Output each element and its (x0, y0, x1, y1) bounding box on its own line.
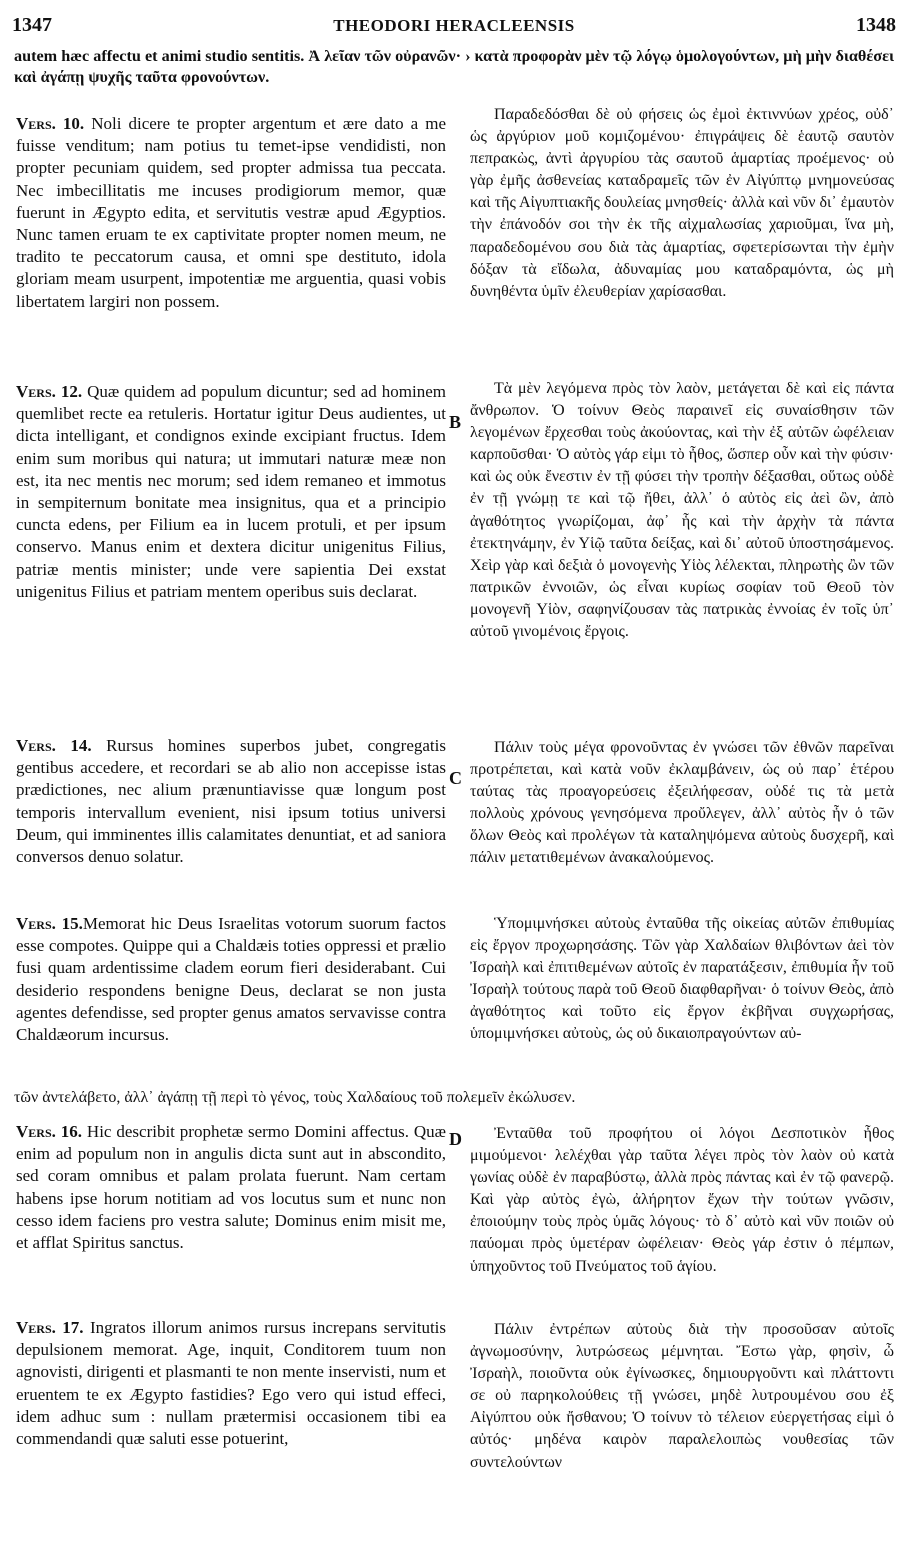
verse-label: Vers. 10. (16, 114, 85, 133)
latin-paragraph-16 (16, 1121, 446, 1254)
greek-text: Πάλιν ἐντρέπων αὐτοὺς διὰ τὴν προσοῦσαν αὐτοῖς ἀγνωμοσύνην, λυτρώσεως μέμνηται. Ἔστω γὰρ, φησὶν, ὦ Ἰσραὴλ, ποιοῦντα οὐκ ἐγίνωσκες, δημιουργοῦντι καὶ πλάττοντι σε οὐ παρηκολούθεις τῇ γνώσει, μηδὲ λυτρουμένου σου ἐξ Αἰγύπτου οὐκ ἤσθανου; Ὁ τοίνυν τὸ τέλειον εὐεργετήσας εἰμὶ ὁ αὐτός· μηδένα καιρὸν παραλελοιπὼς νουθεσίας τῶν συντελούντων (470, 1321, 894, 1471)
greek-paragraph-5 (470, 1123, 894, 1278)
bridge-line (14, 1087, 894, 1108)
page-header (0, 8, 908, 38)
verse-label: Vers. 16. (16, 1122, 83, 1141)
page-number-right: 1348 (856, 14, 896, 36)
greek-text: Τὰ μὲν λεγόμενα πρὸς τὸν λαὸν, μετάγεται δὲ καὶ εἰς πάντα ἄνθρωπον. Ὁ τοίνυν Θεὸς παραινεῖ εἰς συναίσθησιν τῶν λεγομένων ἔρχεσθαι τοὺς ἀκούοντας, καὶ τὴν ἐξ αὐτῶν ὠφέλειαν καρποῦσθαι· Ὁ αὐτὸς γάρ εἰμι τὸ ἦθος, ὥσπερ οὖν καὶ τὴν φύσιν· καὶ ὡς οὐκ ἔνεστιν ἐν τῇ φύσει τὴν τροπὴν δέξασθαι, οὕτως οὐδὲ ἐν τῇ γνώμῃ τε καὶ τῷ ἤθει, ἀλλ᾽ ὁ αὐτὸς εἰς ἀεὶ ὢν, ἀπὸ ἀγαθότητος γνωρίζομαι, ἀφ᾽ ἧς καὶ τὴν ἀρχὴν τὰ πάντα ἐτεκτηνάμην, ἐν Υἱῷ ταῦτα δείξας, καὶ δι᾽ αὐτοῦ ὑποστησάμενος. Χεὶρ γὰρ καὶ δεξιὰ ὁ μονογενὴς Υἱὸς λέλεκται, πληρωτὴς ὢν τῶν πατρικῶν ἐννοιῶν, ὡς εἶναι κυρίως σοφίαν τοῦ Θεοῦ τὸν μονογενῆ Υἱὸν, σαφηνίζουσαν τὰς πατρικὰς ἐννοίας ἐν τοῖς ὑπ᾽ αὐτοῦ γινομένοις ἔργοις. (470, 380, 894, 641)
latin-paragraph-17 (16, 1317, 446, 1450)
latin-paragraph-15 (16, 913, 446, 1046)
latin-paragraph-12 (16, 381, 446, 603)
greek-paragraph-4 (470, 913, 894, 1046)
latin-text: Hic describit prophetæ sermo Domini affectus. Quæ enim ad populum non in angulis dicta sunt aut in abscondito, sed coram omnibus et palam prolata fuerunt. Nam certam habens ipse horum notitiam ad vos locutus sum et nunc non cesso idem faciens pro vestra salute; Dominus enim misit me, et afflat Spiritus sanctus. (16, 1122, 447, 1253)
latin-text: Ingratos illorum animos rursus increpans servitutis depulsionem memorat. Age, inquit, Conditorem tuum non agnovisti, dirigenti et plasmanti te non mente inservisti, num et eruentem te ex Ægypto fastidies? Ego vero qui istud effeci, idem adhuc sum : nullam prætermisi occasionem tibi ea commendandi quæ saluti esse potuerint, (16, 1318, 447, 1449)
greek-text: Ἐνταῦθα τοῦ προφήτου οἱ λόγοι Δεσποτικὸν ἦθος μιμούμενοι· λελέχθαι γὰρ ταῦτα λέγει πρὸς τὸν λαὸν οὐ κατὰ γωνίας οὐδὲ ἐν παραβύστῳ, ἀλλὰ πρὸς πάντας καὶ ἐν τῷ φανερῷ. Καὶ γὰρ αὐτὸς ἐγὼ, ἀλήρητον ἔχων τὴν τούτων γνῶσιν, ἐποιούμην τοὺς πρὸς ὑμᾶς λόγους· τὸ δ᾽ αὐτὸ καὶ νῦν ποιῶν οὐ παύομαι πρὸς ὑμετέραν ὠφέλειαν· Θεὸς γάρ ἐστιν ὁ πέμπων, ὑπηχοῦντος τοῦ Πνεύματος τοῦ ἁγίου. (470, 1125, 894, 1275)
verse-label: Vers. 12. (16, 382, 83, 401)
intro-greek: Ἀ λεῖαν τῶν οὐρανῶν· › κατὰ προφορὰν μὲν τῷ λόγῳ ὁμολογούντων, μὴ μὴν διαθέσει καὶ ἀγάπῃ ψυχῆς ταῦτα φρονούντων. (14, 47, 895, 86)
verse-label: Vers. 17. (16, 1318, 84, 1337)
latin-text: Rursus homines superbos jubet, congregatis gentibus accedere, et recordari se ab alio non accepisse istas prædictiones, nec alium prænuntiavisse quæ longum post temporis intervallum evenient, nisi ipsum totius universi Deum, qui imminentes illis calamitates denuntiat, et ad saniora conversos denuo solatur. (16, 736, 446, 867)
greek-paragraph-3 (470, 737, 894, 870)
bridge-text: τῶν ἀντελάβετο, ἀλλ᾽ ἀγάπῃ τῇ περὶ τὸ γένος, τοὺς Χαλδαίους τοῦ πολεμεῖν ἐκώλυσεν. (14, 1089, 576, 1106)
latin-paragraph-14 (16, 735, 446, 868)
verse-label: Vers. 15. (16, 914, 83, 933)
greek-paragraph-1 (470, 104, 894, 303)
section-marker-b: B (449, 412, 462, 432)
section-marker-c: C (449, 768, 462, 788)
running-title: THEODORI HERACLEENSIS (333, 16, 575, 35)
intro-latin: autem hæc affectu et animi studio sentitis. (14, 47, 305, 65)
latin-text: Memorat hic Deus Israelitas votorum suorum factos esse compotes. Quippe qui a Chaldæis toties oppressi et prælio fusi quam ardentissime cladem eorum fieri desiderabant. Cui desiderio respondens benigne Deus, declarat se non justa agentes defendisse, sed propter genus amatos servavisse contra Chaldæorum incursus. (16, 914, 447, 1045)
greek-paragraph-2 (470, 378, 894, 643)
greek-paragraph-6 (470, 1319, 894, 1474)
latin-text: Noli dicere te propter argentum et ære dato a me fuisse venditum; nam potius tu temet-ipse vendidisti, non propter pecuniam quidem, sed propter admissa tua peccata. Nec imbecillitatis me incuses prodigiorum memor, quæ fuerunt in Ægypto edita, et servitutis vestræ apud Ægyptios. Nunc tamen eruam te ex captivitate propter nomen meum, ne tradito te peccatorum causa, et omni spe destituto, idola gloriam meam usurpent, impotentiæ me arguentia, quasi vobis libertatem largiri non possem. (16, 114, 447, 311)
page-number-left: 1347 (12, 14, 52, 36)
intro-paragraph (14, 46, 894, 88)
section-marker-d: D (449, 1129, 462, 1149)
latin-paragraph-10 (16, 113, 446, 313)
greek-text: Πάλιν τοὺς μέγα φρονοῦντας ἐν γνώσει τῶν ἐθνῶν παρεῖναι προτρέπεται, καὶ κατὰ νοῦν ἐκλαμβάνειν, ὡς οὐ παρ᾽ ἑτέρου ταύτας τὰς προαγορεύσεις ἐξειλήφεσαν, οὐδέ τις τὰ μετὰ πολλοὺς χρόνους γενησόμενα προὔλεγεν, ἀλλ᾽ αὐτὸς ἦν ὁ τῶν ὅλων Θεὸς καὶ προλέγων τὰ καταληψόμενα αὐτοὺς δυσχερῆ, καὶ πάλιν μετατιθεμένων ἀνακαλούμενος. (470, 739, 894, 867)
verse-label: Vers. 14. (16, 736, 92, 755)
latin-text: Quæ quidem ad populum dicuntur; sed ad hominem quemlibet recte ea retuleris. Hortatur igitur Deus audientes, ut dicta intelligant, et condignos exinde excipiant fructus. Idem enim sum moribus qui natura; ut immutari naturæ meæ non est, ita nec mentis nec morum; sed idem remaneo et immotus in sempiternum bonitate mea insignitus, qua et a principio cuncta edens, per Filium ea in lucem protuli, et per ipsum conservo. Manus enim et dextera dicitur unigenitus Filius, patriæ mentis minister; unde vere sapientia Dei exstat unigenitus Filius et patriam mentem operibus suis declarat. (16, 382, 446, 601)
greek-text: Παραδεδόσθαι δὲ οὐ φήσεις ὡς ἐμοὶ ἐκτιννύων χρέος, οὐδ᾽ ὡς ἀργύριον μοῦ κομιζομένου· ἐπιγράψεις δὲ ἑαυτῷ σαυτὸν πεπρακὼς, ἀντὶ ἀργυρίου τὰς σαυτοῦ ἁμαρτίας προέμενος· οὐ γὰρ ἐμῆς ἀσθενείας καταδραμεῖς τῶν ἐν Αἰγύπτῳ μνημονεύσας καὶ τῆς Αἰγυπτιακῆς δουλείας μνησθείς· ἀλλὰ καὶ νῦν δι᾽ ἐμαυτὸν τὴν ἐπάνοδόν σοι τὴν ἐκ τῆς αἰχμαλωσίας χαριοῦμαι, ἵνα μὴ, παραδεδομένου σου διὰ τὰς ἁμαρτίας, σφετερίσωνται τὴν ἐμὴν δόξαν τὰ εἴδωλα, ἀδυναμίας μου καταδραμόντα, ὡς μὴ δυνηθέντα ὑμῖν ἐλευθερίαν χαρίσασθαι. (470, 106, 894, 300)
greek-text: Ὑπομιμνήσκει αὐτοὺς ἐνταῦθα τῆς οἰκείας αὐτῶν ἐπιθυμίας εἰς ἔργον προχωρησάσης. Τῶν γὰρ Χαλδαίων θλιβόντων ἀεὶ τὸν Ἰσραὴλ καὶ ἐπιτιθεμένων αὐτοῖς ἐν παρατάξεσιν, ἐπιθυμία ἦν τοῦ Ἰσραὴλ τούτους παρὰ τοῦ Θεοῦ διαφθαρῆναι· ὁ τοίνυν Θεὸς, ἀπὸ ἀγαθότητος καὶ τοῦτο εἰς ἔργον ἐκβῆναι συγχωρήσας, ὑπομιμνήσκει αὐτοὺς, ὡς οὐ δικαιοπραγούντων αὐ- (470, 915, 894, 1043)
